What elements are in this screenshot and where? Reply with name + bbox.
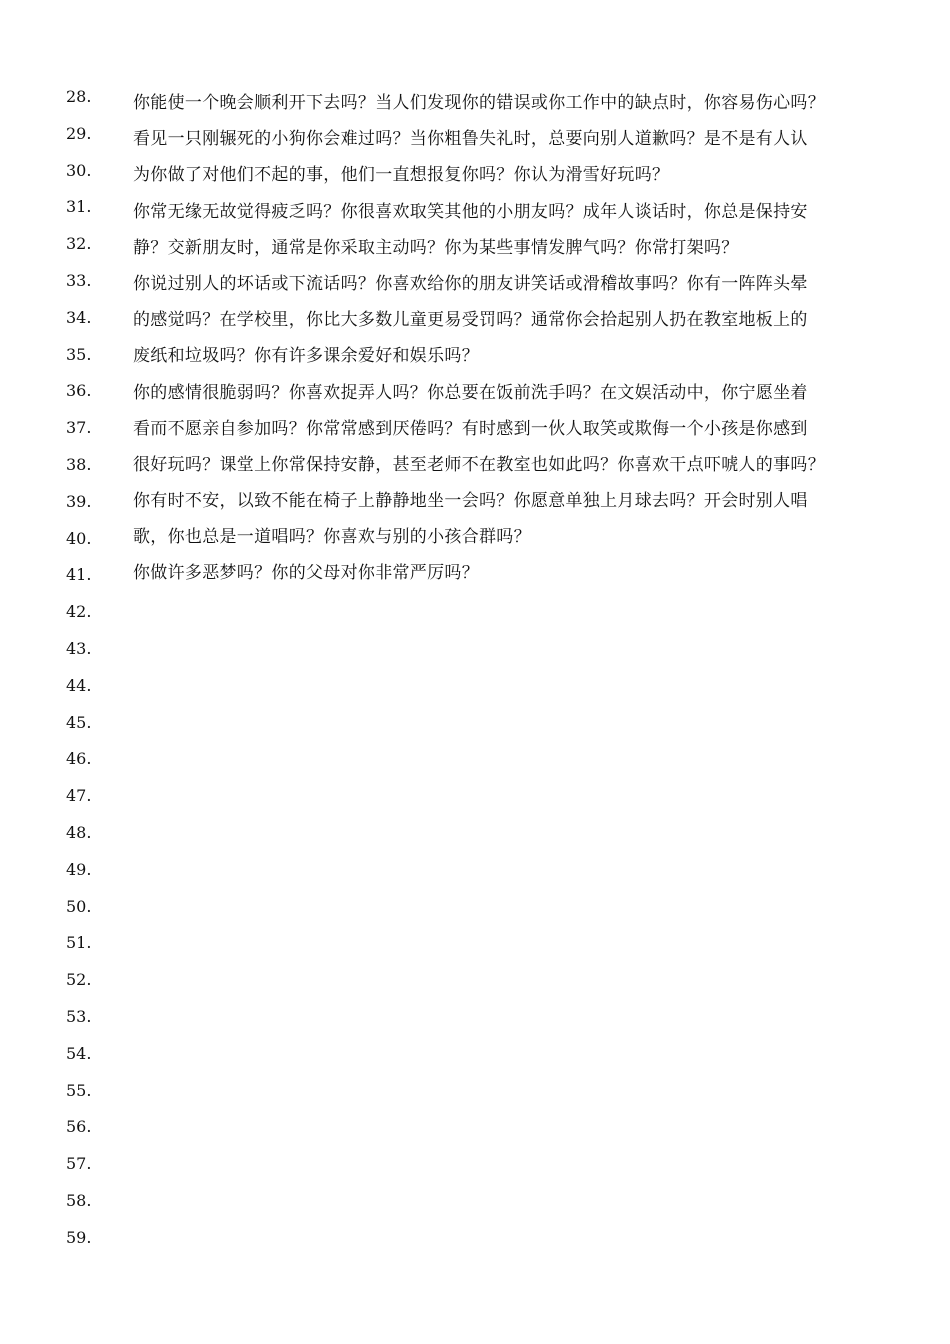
line-number: 59. (66, 1227, 92, 1247)
line-number: 30. (66, 160, 92, 180)
line-number: 56. (66, 1117, 92, 1137)
line-number: 39. (66, 491, 92, 511)
line-number: 41. (66, 565, 92, 585)
text-line: 很好玩吗？课堂上你常保持安静，甚至老师不在教室也如此吗？你喜欢干点吓唬人的事吗？ (133, 454, 825, 475)
text-line: 你的感情很脆弱吗？你喜欢捉弄人吗？你总要在饭前洗手吗？在文娱活动中，你宁愿坐着 (133, 382, 808, 403)
line-number: 44. (66, 675, 92, 695)
line-number-column (66, 84, 106, 1262)
line-number: 47. (66, 786, 92, 806)
questionnaire-text (133, 88, 903, 595)
text-line: 你有时不安，以致不能在椅子上静静地坐一会吗？你愿意单独上月球去吗？开会时别人唱 (133, 491, 808, 512)
line-number: 40. (66, 528, 92, 548)
line-number: 55. (66, 1080, 92, 1100)
text-line: 你常无缘无故觉得疲乏吗？你很喜欢取笑其他的小朋友吗？成年人谈话时，你总是保持安 (133, 201, 808, 222)
text-line: 看见一只刚辗死的小狗你会难过吗？当你粗鲁失礼时，总要向别人道歉吗？是不是有人认 (133, 129, 808, 150)
line-number: 49. (66, 859, 92, 879)
text-line: 你做许多恶梦吗？你的父母对你非常严厉吗？ (133, 563, 479, 584)
line-number: 45. (66, 712, 92, 732)
line-number: 58. (66, 1190, 92, 1210)
line-number: 43. (66, 638, 92, 658)
line-number: 31. (66, 197, 92, 217)
text-line: 看而不愿亲自参加吗？你常常感到厌倦吗？有时感到一伙人取笑或欺侮一个小孩是你感到 (133, 418, 808, 439)
line-number: 53. (66, 1006, 92, 1026)
line-number: 36. (66, 381, 92, 401)
text-line: 静？交新朋友时，通常是你采取主动吗？你为某些事情发脾气吗？你常打架吗？ (133, 237, 739, 258)
line-number: 32. (66, 234, 92, 254)
line-number: 52. (66, 970, 92, 990)
line-number: 33. (66, 270, 92, 290)
line-number: 28. (66, 87, 92, 106)
text-line: 你能使一个晚会顺利开下去吗？当人们发现你的错误或你工作中的缺点时，你容易伤心吗？ (133, 93, 825, 113)
text-line: 废纸和垃圾吗？你有许多课余爱好和娱乐吗？ (133, 346, 479, 367)
line-number: 46. (66, 749, 92, 769)
line-number: 34. (66, 307, 92, 327)
line-number: 42. (66, 602, 92, 622)
line-number: 51. (66, 933, 92, 953)
line-number: 54. (66, 1043, 92, 1063)
text-line: 你说过别人的坏话或下流话吗？你喜欢给你的朋友讲笑话或滑稽故事吗？你有一阵阵头晕 (133, 273, 808, 294)
line-number: 57. (66, 1154, 92, 1174)
text-line: 歌，你也总是一道唱吗？你喜欢与别的小孩合群吗？ (133, 527, 531, 548)
text-line: 的感觉吗？在学校里，你比大多数儿童更易受罚吗？通常你会拾起别人扔在教室地板上的 (133, 310, 808, 331)
line-number: 48. (66, 822, 92, 842)
line-number: 50. (66, 896, 92, 916)
text-line: 为你做了对他们不起的事，他们一直想报复你吗？你认为滑雪好玩吗？ (133, 165, 670, 186)
line-number: 37. (66, 418, 92, 438)
line-number: 29. (66, 123, 92, 143)
line-number: 35. (66, 344, 92, 364)
line-number: 38. (66, 454, 92, 474)
